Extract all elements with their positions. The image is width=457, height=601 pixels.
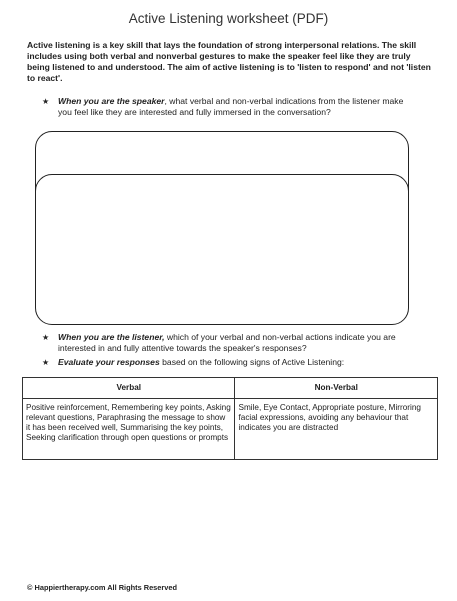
answer-box-front[interactable] xyxy=(35,174,409,325)
table-row xyxy=(23,399,438,460)
copyright-footer: © Happiertherapy.com All Rights Reserved xyxy=(27,583,178,592)
star-icon: ★ xyxy=(42,333,50,342)
question-emphasis: Evaluate your responses xyxy=(58,357,160,367)
question-emphasis: When you are the speaker xyxy=(58,96,165,106)
question-emphasis: When you are the listener, xyxy=(58,332,165,342)
star-icon: ★ xyxy=(42,358,50,367)
intro-paragraph: Active listening is a key skill that lays the foundation of strong interpersonal relations. The skill includes using both verbal and nonverbal gestures to make the speaker feel like they are truly being listened to and understood. The aim of active listening is to 'listen to respond' and not 'listen to react'. xyxy=(27,40,431,83)
column-header-non-verbal: Non-Verbal xyxy=(235,378,438,399)
table-header-row xyxy=(23,378,438,399)
question-evaluate xyxy=(42,357,412,368)
worksheet-title: Active Listening worksheet (PDF) xyxy=(128,11,329,26)
verbal-signs-cell: Positive reinforcement, Remembering key points, Asking relevant questions, Paraphrasing the message to show it has been received well, Summarising the key points, Seeking clarification through open questions or prompts xyxy=(23,399,235,460)
question-listener xyxy=(42,332,412,354)
question-text: , what verbal and non-verbal indications from the listener make you feel like they are interested and fully immersed in the conversation? xyxy=(58,96,404,117)
question-speaker xyxy=(42,96,412,118)
active-listening-signs-table xyxy=(22,377,438,460)
column-header-verbal: Verbal xyxy=(23,378,235,399)
non-verbal-signs-cell: Smile, Eye Contact, Appropriate posture, Mirroring facial expressions, avoiding any behaviour that indicates you are distracted xyxy=(235,399,438,460)
star-icon: ★ xyxy=(42,97,50,106)
question-text: based on the following signs of Active Listening: xyxy=(159,357,345,367)
question-text: which of your verbal and non-verbal actions indicate you are interested in and fully attentive towards the speaker's responses? xyxy=(58,332,396,353)
